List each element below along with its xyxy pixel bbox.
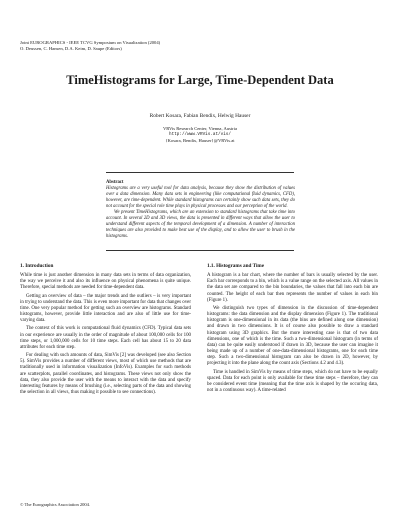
body-paragraph: For dealing with such amounts of data, SimVis [2] was developed (see also Section 5). SimVis provides a number of different views, most of which use methods that are traditionally used in information visualization (InfoVis). Examples for such methods are scatterplots, parallel coordinates, and histograms. These views not only show the data, they also provide the user with the means to interact with the data and specify interesting features by means of brushing (i.e., selecting parts of the data and showing the selection in all views, thus making it possible to see connections). bbox=[20, 353, 191, 395]
abstract-bottom-rule bbox=[106, 250, 294, 251]
body-paragraph: The context of this work is computational fluid dynamics (CFD). Typical data sets in our experience are usually in the order of magnitude of about 100,000 cells for 100 time steps, or 1,000,000 cells for 10 time steps. Each cell has about 15 to 20 data attributes for each time step. bbox=[20, 326, 191, 350]
section-heading-introduction: 1. Introduction bbox=[20, 263, 54, 269]
affiliation-org: VRVis Research Center, Vienna, Austria bbox=[162, 126, 238, 131]
body-paragraph: Getting an overview of data – the major trends and the outliers – is very important in trying to understand the data. This is even more important for data that changes over time. One very popular method for getting such an overview are histograms. Standard histograms, however, provide little interaction and are also of little use for time-varying data. bbox=[20, 293, 191, 324]
affiliation-url[interactable]: http://www.VRVis.at/vis/ bbox=[169, 132, 231, 137]
abstract-block bbox=[106, 180, 295, 240]
body-paragraph: A histogram is a bar chart, where the number of bars is usually selected by the user. Each bar corresponds to a bin, which is a value range on the selected axis. All values in the data set are compared to the bin boundaries, the values that fall into each bin are counted. The height of each bar then represents the number of values in each bin (Figure 1). bbox=[207, 273, 378, 303]
venue-header bbox=[20, 40, 160, 52]
section-heading-histograms-and-time: 1.1. Histograms and Time bbox=[207, 263, 265, 269]
copyright-footer: © The Eurographics Association 2004. bbox=[20, 502, 90, 507]
affiliation-email[interactable]: {Kosara, Bendix, Hauser}@VRVis.at bbox=[165, 138, 235, 143]
left-column bbox=[20, 263, 191, 398]
paper-title: TimeHistograms for Large, Time-Dependent Data bbox=[66, 73, 334, 87]
body-paragraph: Time is handled in SimVis by means of time steps, which do not have to be equally spaced. Data for each point is only available for these time steps – therefore, they can be considered event time (meaning that the time axis is shaped by the occuring data, not in a continuous way). A time-related bbox=[207, 369, 378, 393]
venue-line: Joint EUROGRAPHICS - IEEE TCVG Symposium on Visualization (2004) bbox=[20, 40, 161, 45]
editors-line: O. Deussen, C. Hansen, D.A. Keim, D. Saupe (Editors) bbox=[20, 46, 122, 51]
body-paragraph: While time is just another dimension in many data sets in terms of data organization, the way we perceive it and also its influence on physical phenomena is quite unique. Therefore, special methods are needed for time-dependent data. bbox=[20, 273, 191, 291]
author-list: Robert Kosara, Fabian Bendix, Helwig Hauser bbox=[149, 113, 251, 119]
body-paragraph: We distinguish two types of dimension in the discussion of time-dependent histograms: the data dimension and the display dimension (Figure 1). The traditional histogram is one-dimensional in its data (the bins are defined along one dimension) and drawn in two dimensions. It is of course also possible to draw a standard histogram using 3D graphics. But the more interesting case is that of two data dimensions, one of which is the time. Such a two-dimensional histogram (in terms of data) can be quite easily understood if drawn in 3D, because the user can imagine it being made up of a number of one-data-dimensional histograms, one for each time step. Such a two-dimensional histogram can also be drawn in 2D, however, by projecting it into the plane along the count axis (Sections 4.2 and 4.3). bbox=[207, 305, 378, 367]
affiliation bbox=[0, 126, 400, 144]
right-column bbox=[207, 263, 378, 396]
abstract-paragraph-2: We present TimeHistograms, which are an extension to standard histograms that take time into account. In several 2D and 3D views, the data is presented in different ways that allow the user to understand different aspects of the temporal development of a dimension. A number of interaction techniques are also provided to make best use of the display, and to allow the user to brush in the histograms. bbox=[106, 210, 295, 239]
abstract-paragraph-1: Histograms are a very useful tool for data analysis, because they show the distribution of values over a data dimension. Many data sets in engineering (like computational fluid dynamics, CFD), however, are time-dependent. While standard histograms can certainly show such data sets, they do not account for the special role time plays in physical processes and our perception of the world. bbox=[106, 186, 295, 209]
abstract-heading: Abstract bbox=[106, 180, 124, 185]
abstract-top-rule bbox=[106, 172, 294, 173]
